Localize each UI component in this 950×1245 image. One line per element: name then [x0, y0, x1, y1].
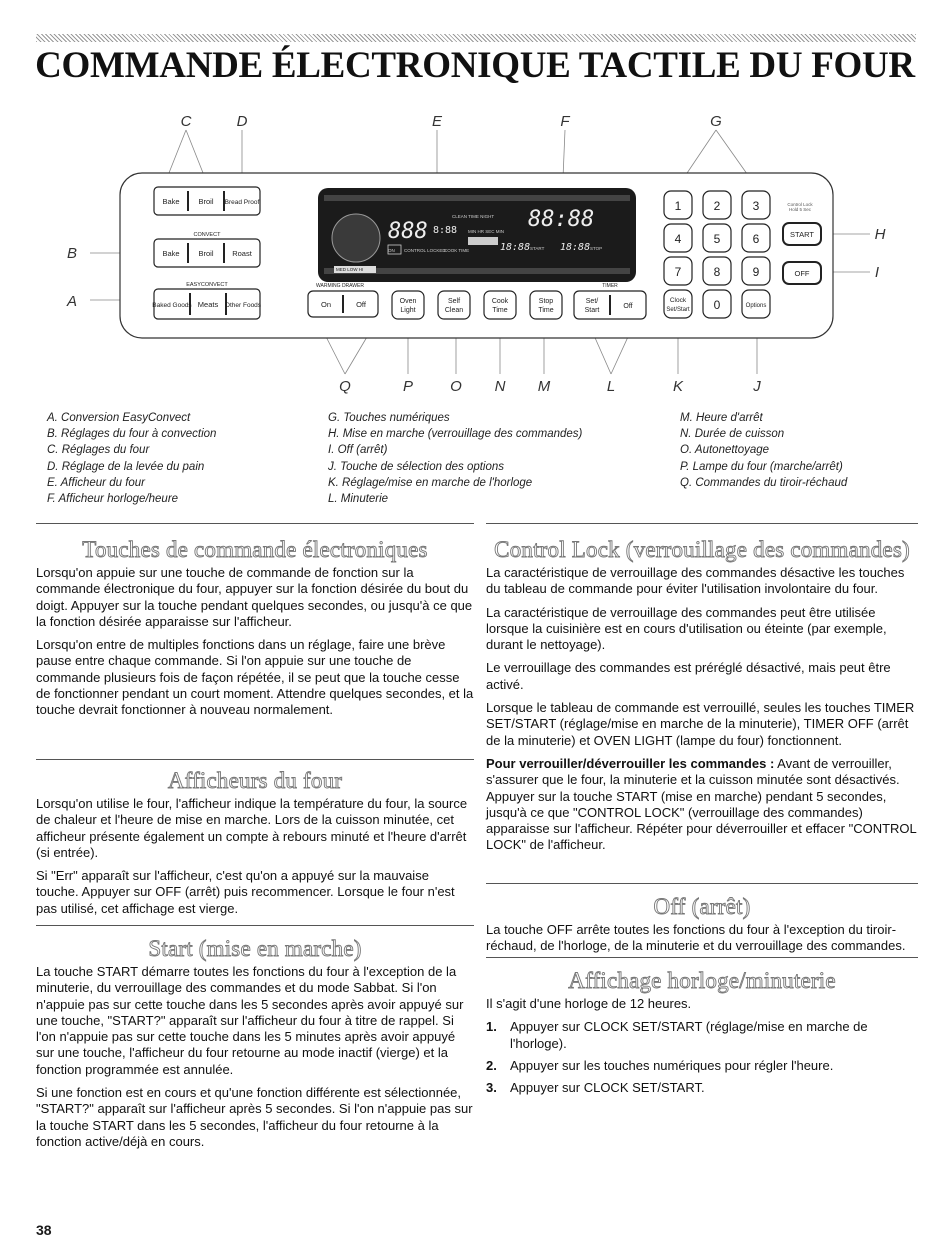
paragraph: Le verrouillage des commandes est préréglé désactivé, mais peut être activé. — [486, 660, 891, 692]
timer-set-label-1: Set/ — [585, 298, 599, 305]
legend-item: O. Autonettoyage — [680, 444, 770, 457]
warming-on-key[interactable]: On — [320, 300, 332, 309]
step-number: 3. — [486, 1080, 497, 1096]
section-heading: Afficheurs du four — [167, 768, 343, 793]
baked-goods-key[interactable]: Baked Goods — [152, 302, 192, 309]
section-off — [486, 893, 918, 962]
timer-label: TIMER — [602, 283, 618, 289]
section-afficheurs — [36, 767, 474, 924]
legend-column-1 — [47, 410, 216, 507]
zero-key-label: 0 — [713, 298, 721, 312]
other-foods-key[interactable]: Other Foods — [224, 302, 262, 309]
legend-item: P. Lampe du four (marche/arrêt) — [680, 460, 843, 473]
display-timer-digits-1: 18:88 — [500, 242, 531, 253]
section-start — [36, 935, 474, 1157]
paragraph: Lorsqu'on utilise le four, l'afficheur indique la température du four, la source de chaleur et l'heure de mise en marche. Lors de la cuisson minutée, cet afficheur présente également un compte à rebours minuté et l'heure d'arrêt (si entrée). — [36, 796, 468, 860]
display-word-on: ON — [388, 248, 395, 253]
paragraph: Lorsqu'on appuie sur une touche de commande de fonction sur la commande électronique du four, appuyer sur la fonction désirée du bout du doigt. Appuyer sur la touche pendant quelques secondes, ou jusqu'à ce que la fonction désirée apparaisse sur l'afficheur. — [36, 565, 473, 629]
heat-source-icon — [332, 214, 380, 262]
callout-n: N — [494, 378, 506, 395]
legend-item: G. Touches numériques — [328, 412, 450, 424]
paragraph: Si "Err" apparaît sur l'afficheur, c'est qu'on a appuyé sur la mauvaise touche. Appuyer sur OFF (arrêt) puis recommencer. Lorsque le four n'est pas utilisé, cet affichage est vierge. — [36, 868, 455, 916]
control-panel-diagram — [0, 110, 950, 410]
paragraph: La caractéristique de verrouillage des commandes désactive les touches du tableau de commande pour éviter l'utilisation involontaire du four. — [486, 565, 905, 597]
section-heading: Touches de commande électroniques — [82, 537, 428, 562]
legend-item: L. Minuterie — [328, 493, 389, 506]
warming-off-key[interactable]: Off — [356, 300, 366, 309]
oven-light-label-2: Light — [400, 307, 416, 314]
section-rule — [486, 883, 918, 884]
paragraph: La touche START démarre toutes les fonctions du four à l'exception de la minuterie, du verrouillage des commandes et du mode Sabbat. Si l'on n'appuie pas sur cette touche dans les 5 secondes après avoir appuyé sur une touche, "START?" apparaît sur l'afficheur du four à titre de rappel. Si l'on n'appuie pas sur cette touche dans les 5 minutes après avoir appuyé sur une touche, l'afficheur du four retourne au mode inactif (vierge) et la fonction programmée est annulée. — [36, 964, 464, 1077]
off-key-label: OFF — [794, 269, 810, 278]
broil-key[interactable]: Broil — [198, 197, 214, 206]
list-item — [486, 1080, 918, 1096]
list-item — [486, 1019, 918, 1052]
legend-item: J. Touche de sélection des options — [328, 460, 505, 473]
step-number: 2. — [486, 1057, 497, 1073]
legend-item: N. Durée de cuisson — [680, 428, 785, 441]
legend-item: M. Heure d'arrêt — [680, 412, 763, 424]
display-word-stop: STOP — [590, 246, 603, 251]
callout-o: O — [450, 378, 462, 395]
display-word-med-low-hi: MED LOW HI — [336, 267, 364, 272]
section-rule — [36, 759, 474, 760]
legend-item: C. Réglages du four — [47, 444, 150, 457]
callout-m: M — [537, 378, 551, 395]
callout-f: F — [560, 113, 570, 130]
display-word-start: START — [530, 246, 545, 251]
convect-bake-key[interactable]: Bake — [162, 249, 180, 258]
callout-q: Q — [339, 378, 351, 395]
section-touches — [36, 536, 474, 726]
self-clean-key[interactable] — [438, 291, 470, 319]
paragraph — [486, 756, 918, 854]
callout-i: I — [874, 264, 880, 281]
display-word-cook: COOK TIME — [444, 248, 470, 253]
section-heading: Off (arrêt) — [653, 894, 751, 919]
bake-key[interactable]: Bake — [162, 197, 180, 206]
callout-e: E — [431, 113, 443, 130]
number-key-label: 9 — [752, 265, 760, 279]
paragraph: Lorsque le tableau de commande est verrouillé, seules les touches TIMER SET/START (réglage/mise en marche de la minuterie), TIMER OFF (arrêt de la minuterie) et OVEN LIGHT (lampe du four) fonctionnent. — [486, 700, 915, 748]
control-lock-note-1: Control Lock — [787, 202, 813, 207]
section-rule — [36, 925, 474, 926]
self-clean-label-2: Clean — [444, 307, 464, 314]
legend-item: K. Réglage/mise en marche de l'horloge — [328, 476, 533, 489]
self-clean-label-1: Self — [447, 298, 461, 305]
legend-item: B. Réglages du four à convection — [47, 428, 217, 441]
callout-j: J — [753, 378, 761, 395]
start-key-label: START — [790, 230, 814, 239]
steps-list — [486, 1019, 918, 1096]
convect-roast-key[interactable]: Roast — [232, 249, 252, 258]
easyconvect-label: EASYCONVECT — [186, 282, 228, 288]
display-word-units: MIN HR SEC MIN — [468, 229, 504, 234]
step-text: Appuyer sur les touches numériques pour régler l'heure. — [510, 1057, 834, 1073]
number-key-label: 1 — [674, 199, 682, 213]
options-key-label: Options — [745, 303, 767, 309]
number-key-label: 4 — [674, 232, 682, 246]
header-hatch-band — [36, 34, 916, 42]
cook-time-key[interactable] — [484, 291, 516, 319]
convect-label: CONVECT — [193, 232, 221, 238]
display-clock-digits: 88:88 — [528, 207, 595, 232]
callout-b: B — [66, 245, 78, 262]
paragraph: Si une fonction est en cours et qu'une fonction différente est sélectionnée, "START?" apparaît sur l'afficheur après 5 secondes. Si l'on n'appuie pas sur la touche START dans les 5 secondes, l'afficheur du four retourne à la fonction active/déjà en cours. — [36, 1085, 473, 1149]
callout-g: G — [710, 113, 722, 130]
number-key-label: 3 — [752, 199, 760, 213]
legend-item: F. Afficheur horloge/heure — [47, 493, 179, 506]
section-rule — [36, 523, 474, 524]
bold-lead: Pour verrouiller/déverrouiller les commandes : — [486, 755, 775, 771]
display-word-control: CONTROL LOCKED — [404, 248, 446, 253]
page-number: 38 — [36, 1222, 52, 1238]
legend-item: A. Conversion EasyConvect — [47, 412, 191, 424]
timer-set-label-2: Start — [584, 307, 600, 314]
stop-time-label-2: Time — [538, 307, 554, 314]
convect-broil-key[interactable]: Broil — [198, 249, 214, 258]
page-title: COMMANDE ÉLECTRONIQUE TACTILE DU FOUR — [35, 45, 915, 86]
numeric-keypad — [664, 191, 770, 285]
number-key-label: 6 — [752, 232, 760, 246]
section-heading: Start (mise en marche) — [148, 936, 362, 961]
legend-item: Q. Commandes du tiroir-réchaud — [680, 476, 848, 489]
paragraph-rest: Avant de verrouiller, s'assurer que le four, la minuterie et la cuisson minutée sont désactivés. Appuyer sur la touche START (mise en marche) pendant 5 secondes, jusqu'à ce que "CONTROL LOCK" (verrouillage des commandes) apparaisse sur l'afficheur. Répéter pour déverrouiller et effacer "CONTROL LOCK" de l'afficheur. — [486, 755, 917, 853]
list-item — [486, 1058, 918, 1074]
oven-light-label-1: Oven — [399, 298, 417, 305]
display-word-clean: CLEAN TIME NIGHT — [452, 214, 495, 219]
legend-item: E. Afficheur du four — [47, 476, 146, 489]
cook-time-label-1: Cook — [491, 298, 509, 305]
step-text: Appuyer sur CLOCK SET/START. — [510, 1080, 705, 1096]
callout-a: A — [66, 293, 78, 310]
section-heading: Affichage horloge/minuterie — [568, 968, 836, 993]
clock-key-label-2: Set/Start — [666, 307, 690, 313]
clock-set-start-key[interactable] — [664, 290, 692, 318]
clock-key-label-1: Clock — [669, 297, 687, 304]
oven-light-key[interactable] — [392, 291, 424, 319]
number-key-label: 7 — [674, 265, 682, 279]
control-lock-note-2: Hold 5 Sec — [788, 207, 812, 212]
step-text: Appuyer sur CLOCK SET/START (réglage/mise en marche de l'horloge). — [510, 1019, 868, 1051]
cook-time-label-2: Time — [492, 307, 508, 314]
paragraph: Il s'agit d'une horloge de 12 heures. — [486, 996, 692, 1011]
section-heading: Control Lock (verrouillage des commandes) — [494, 537, 910, 562]
section-rule — [486, 523, 918, 524]
callout-p: P — [402, 378, 414, 395]
callout-h: H — [874, 226, 886, 243]
number-key-label: 5 — [713, 232, 721, 246]
number-key-label: 2 — [713, 199, 721, 213]
legend-item: H. Mise en marche (verrouillage des commandes) — [328, 428, 583, 441]
legend-column-3 — [680, 410, 847, 491]
section-control-lock — [486, 536, 918, 861]
timer-off-key[interactable]: Off — [623, 303, 633, 310]
warming-drawer-label: WARMING DRAWER — [316, 283, 364, 289]
stop-time-key[interactable] — [530, 291, 562, 319]
paragraph: Lorsqu'on entre de multiples fonctions dans un réglage, faire une brève pause entre chaque commande. Si l'on appuie sur une touche de commande plusieurs fois de façon répétée, il se peut que la touche cesse de fonctionner pendant un court moment. Attendre quelques secondes, et la touche devrait fonctionner à nouveau normalement. — [36, 637, 474, 718]
bread-proof-key[interactable]: Bread Proof — [224, 199, 260, 206]
legend-item: I. Off (arrêt) — [328, 444, 388, 457]
step-number: 1. — [486, 1019, 497, 1035]
section-affichage — [486, 967, 918, 1102]
meats-key[interactable]: Meats — [197, 300, 219, 309]
callout-k: K — [672, 378, 684, 395]
paragraph: La touche OFF arrête toutes les fonctions du four à l'exception du tiroir-réchaud, de l'horloge, de la minuterie et du verrouillage des commandes. — [486, 922, 906, 954]
number-key-label: 8 — [713, 265, 721, 279]
callout-l: L — [606, 378, 616, 395]
display-timer-digits-2: 18:88 — [560, 242, 591, 253]
stop-time-label-1: Stop — [538, 298, 554, 305]
callout-d: D — [236, 113, 248, 130]
display-small-digits: 8:88 — [433, 225, 458, 236]
legend-item: D. Réglage de la levée du pain — [47, 460, 205, 473]
callout-c: C — [180, 113, 192, 130]
display-temp-digits: 888 — [388, 219, 428, 244]
paragraph: La caractéristique de verrouillage des commandes peut être utilisée lorsque la cuisinière est en cours d'utilisation ou éteinte (par exemple, durant le nettoyage). — [486, 604, 887, 653]
legend-column-2 — [328, 410, 582, 507]
